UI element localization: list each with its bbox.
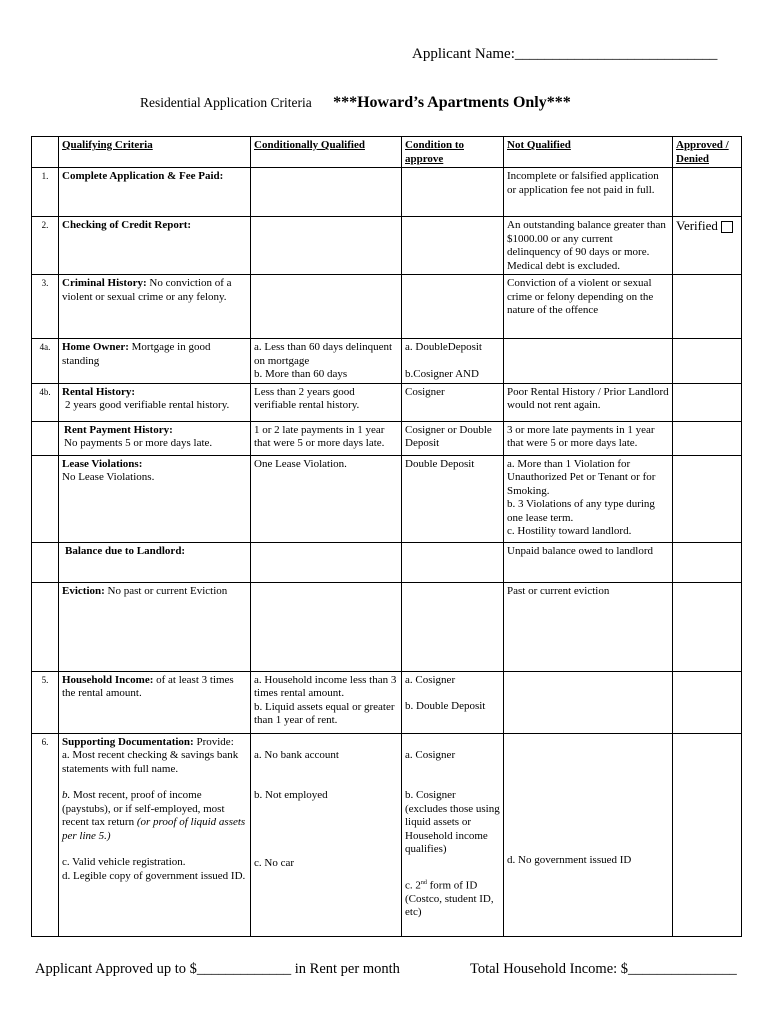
row-number (32, 542, 59, 582)
criteria-text: of at least 3 times the rental amount. (62, 673, 234, 699)
not-qualified-cell: 3 or more late payments in 1 year that were 5 or more days late. (504, 421, 673, 455)
conditional-cell (251, 671, 402, 733)
header-conditional: Conditionally Qualified (251, 137, 402, 168)
verified-label: Verified (676, 218, 718, 233)
row-number: 2. (32, 217, 59, 275)
criteria-label: Residential Application Criteria (140, 95, 312, 110)
approved-cell (673, 217, 742, 275)
table-row (32, 421, 742, 455)
criteria-title: Household Income: (62, 673, 154, 686)
approved-cell (673, 275, 742, 339)
doc-d: d. Legible copy of government issued ID. (62, 869, 246, 882)
not-qualified-cell (504, 339, 673, 384)
row-number: 1. (32, 168, 59, 217)
not-qualified-b: b. 3 Violations of any type during one lease term. (507, 498, 655, 524)
row-number: 4b. (32, 383, 59, 421)
criteria-text: 2 years good verifiable rental history. (65, 399, 230, 411)
criteria-title: Rent Payment History: (64, 423, 173, 436)
criteria-cell (59, 671, 251, 733)
table-row (32, 339, 742, 384)
not-qualified-cell: Incomplete or falsified application or application fee not paid in full. (504, 168, 673, 217)
conditional-cell (251, 582, 402, 671)
criteria-cell (59, 455, 251, 542)
condition-cell (402, 168, 504, 217)
row-number (32, 582, 59, 671)
condition-b: b. Cosigner (excludes those using liquid assets or Household income qualifies) (405, 789, 500, 855)
conditional-b: b. Liquid assets equal or greater than 1 year of rent. (254, 700, 395, 726)
conditional-cell (251, 733, 402, 936)
doc-a: a. Most recent checking & savings bank statements with full name. (62, 749, 239, 775)
approved-cell (673, 582, 742, 671)
table-row (32, 217, 742, 275)
approved-cell (673, 339, 742, 384)
criteria-text: No payments 5 or more days late. (64, 437, 213, 449)
criteria-table (31, 136, 742, 937)
condition-cell (402, 542, 504, 582)
condition-c-text: c. 2 (405, 879, 421, 892)
approved-cell (673, 542, 742, 582)
total-income-line: Total Household Income: $_______________ (470, 961, 737, 977)
approved-cell (673, 421, 742, 455)
table-row (32, 582, 742, 671)
row-number (32, 421, 59, 455)
criteria-cell (59, 733, 251, 936)
approved-cell (673, 168, 742, 217)
criteria-cell: Complete Application & Fee Paid: (59, 168, 251, 217)
row-number: 5. (32, 671, 59, 733)
conditional-cell: Less than 2 years good verifiable rental history. (251, 383, 402, 421)
condition-a: a. Cosigner (405, 748, 456, 761)
condition-c (405, 877, 500, 920)
approved-cell (673, 455, 742, 542)
approved-cell (673, 733, 742, 936)
conditional-cell (251, 339, 402, 384)
criteria-text: No Lease Violations. (62, 471, 155, 483)
not-qualified-cell (504, 733, 673, 936)
header-criteria: Qualifying Criteria (59, 137, 251, 168)
table-row (32, 275, 742, 339)
condition-cell (402, 275, 504, 339)
condition-cell (402, 217, 504, 275)
condition-cell (402, 339, 504, 384)
criteria-text: Provide: (193, 735, 234, 748)
criteria-title: Criminal History: (62, 277, 147, 289)
condition-a: a. Cosigner (405, 673, 456, 686)
row-number: 3. (32, 275, 59, 339)
criteria-title: Lease Violations: (62, 457, 143, 470)
conditional-cell (251, 168, 402, 217)
condition-c-sup: nd (420, 879, 427, 886)
apartments-label: ***Howard’s Apartments Only*** (333, 94, 571, 111)
condition-cell: Cosigner or Double Deposit (402, 421, 504, 455)
header-num (32, 137, 59, 168)
not-qualified-a: a. More than 1 Violation for Unauthorized Pet or Tenant or for Smoking. (507, 457, 656, 497)
table-row (32, 455, 742, 542)
doc-b-note: (or proof of liquid assets per line 5.) (62, 816, 246, 842)
conditional-cell (251, 275, 402, 339)
condition-a: a. DoubleDeposit (405, 341, 482, 353)
table-row (32, 168, 742, 217)
approved-rent-line: Applicant Approved up to $_____________ in Rent per month (35, 961, 400, 977)
doc-b-text: Most recent, proof of income (paystubs), or if self-employed, most recent tax return (62, 789, 225, 828)
criteria-cell (59, 582, 251, 671)
not-qualified-cell (504, 455, 673, 542)
criteria-text: No conviction of a violent or sexual crime or any felony. (62, 277, 232, 303)
not-qualified-cell: Unpaid balance owed to landlord (504, 542, 673, 582)
condition-b: b. Double Deposit (405, 700, 486, 712)
criteria-cell: Checking of Credit Report: (59, 217, 251, 275)
approved-cell (673, 671, 742, 733)
row-number: 6. (32, 733, 59, 936)
conditional-b: b. Not employed (254, 789, 328, 801)
page-title (140, 94, 571, 112)
conditional-cell: 1 or 2 late payments in 1 year that were 5 or more days late. (251, 421, 402, 455)
criteria-cell (59, 383, 251, 421)
criteria-title: Rental History: (62, 385, 136, 398)
verified-checkbox[interactable] (721, 221, 733, 233)
conditional-a: a. No bank account (254, 748, 339, 761)
criteria-text: Mortgage in good standing (62, 341, 211, 367)
condition-cell: Double Deposit (402, 455, 504, 542)
table-row (32, 542, 742, 582)
doc-b-letter: b. (62, 789, 71, 801)
conditional-b: b. More than 60 days (254, 368, 348, 380)
header-condition: Condition to approve (402, 137, 504, 168)
row-number: 4a. (32, 339, 59, 384)
criteria-title: Eviction: (62, 584, 105, 597)
table-row (32, 671, 742, 733)
header-approved: Approved / Denied (673, 137, 742, 168)
not-qualified-c: c. Hostility toward landlord. (507, 525, 632, 537)
criteria-cell (59, 275, 251, 339)
criteria-cell (59, 339, 251, 384)
not-qualified-cell: Conviction of a violent or sexual crime or felony depending on the nature of the offence (504, 275, 673, 339)
criteria-cell (59, 421, 251, 455)
not-qualified-cell: Poor Rental History / Prior Landlord would not rent again. (504, 383, 673, 421)
conditional-cell (251, 217, 402, 275)
conditional-a: a. Less than 60 days delinquent on mortgage (254, 341, 393, 367)
condition-b: b.Cosigner AND (405, 367, 479, 380)
criteria-title: Supporting Documentation: (62, 735, 194, 748)
condition-cell: Cosigner (402, 383, 504, 421)
header-not-qualified: Not Qualified (504, 137, 673, 168)
not-qualified-d: d. No government issued ID (507, 853, 632, 866)
conditional-cell: One Lease Violation. (251, 455, 402, 542)
doc-c: c. Valid vehicle registration. (62, 856, 186, 868)
criteria-text: No past or current Eviction (104, 584, 228, 597)
criteria-cell: Balance due to Landlord: (59, 542, 251, 582)
condition-cell (402, 582, 504, 671)
approved-cell (673, 383, 742, 421)
not-qualified-cell: Past or current eviction (504, 582, 673, 671)
not-qualified-cell (504, 671, 673, 733)
not-qualified-cell: An outstanding balance greater than $1000.00 or any current delinquency of 90 days or more. Medical debt is excluded. (504, 217, 673, 275)
table-header-row (32, 137, 742, 168)
table-row (32, 733, 742, 936)
applicant-name-line: Applicant Name:___________________________ (412, 46, 718, 62)
row-number (32, 455, 59, 542)
condition-c-rest: form of ID (Costco, student ID, etc) (405, 879, 494, 919)
condition-cell (402, 733, 504, 936)
conditional-a: a. Household income less than 3 times rental amount. (254, 673, 397, 699)
criteria-title: Home Owner: (62, 341, 129, 353)
conditional-c: c. No car (254, 856, 295, 869)
conditional-cell (251, 542, 402, 582)
condition-cell (402, 671, 504, 733)
doc-b (62, 789, 247, 843)
table-row (32, 383, 742, 421)
